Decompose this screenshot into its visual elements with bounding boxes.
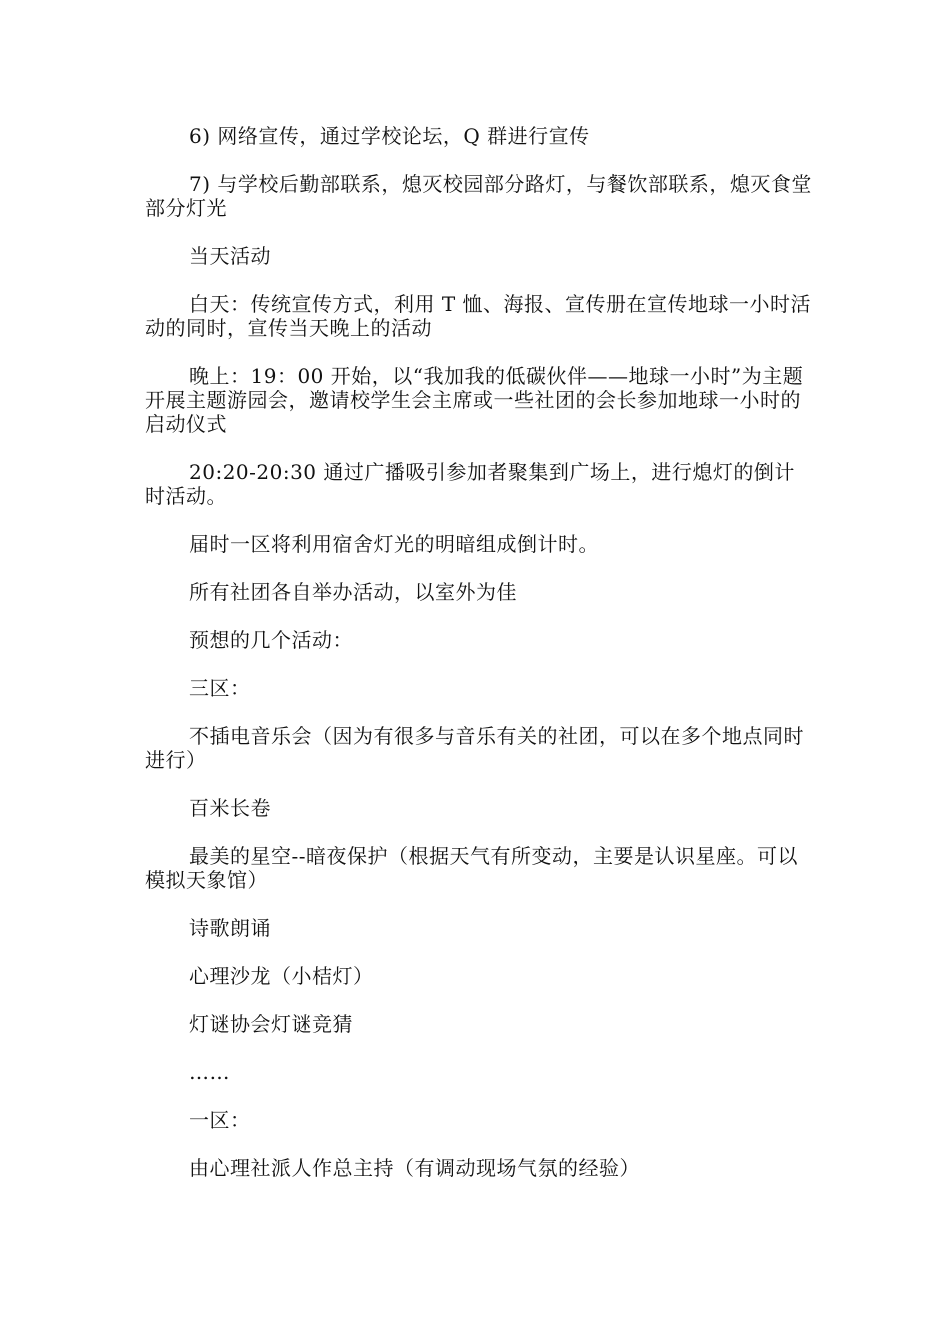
paragraph-long-scroll: 百米长卷 <box>189 796 271 820</box>
paragraph-online-promotion: 6) 网络宣传，通过学校论坛，Q 群进行宣传 <box>189 124 590 148</box>
paragraph-countdown: 20:20-20:30 通过广播吸引参加者聚集到广场上，进行熄灯的倒计时活动。 <box>145 460 795 508</box>
document-body <box>145 124 815 1204</box>
paragraph-host: 由心理社派人作总主持（有调动现场气氛的经验） <box>189 1156 640 1180</box>
paragraph-zone-three: 三区： <box>189 676 251 700</box>
paragraph-psych-salon: 心理沙龙（小桔灯） <box>189 964 374 988</box>
paragraph-lights-off-contact: 7) 与学校后勤部联系，熄灭校园部分路灯，与餐饮部联系，熄灭食堂部分灯光 <box>145 172 812 220</box>
paragraph-day-of-event: 当天活动 <box>189 244 271 268</box>
paragraph-unplugged-concert: 不插电音乐会（因为有很多与音乐有关的社团，可以在多个地点同时进行） <box>145 724 804 772</box>
paragraph-starry-sky: 最美的星空--暗夜保护（根据天气有所变动，主要是认识星座。可以模拟天象馆） <box>145 844 799 892</box>
paragraph-planned-activities: 预想的几个活动： <box>189 628 353 652</box>
paragraph-zone-one: 一区： <box>189 1108 251 1132</box>
paragraph-ellipsis: …… <box>189 1060 230 1084</box>
paragraph-evening: 晚上：19：00 开始，以“我加我的低碳伙伴——地球一小时”为主题开展主题游园会，邀请校学生会主席或一些社团的会长参加地球一小时的启动仪式 <box>145 364 804 436</box>
paragraph-dorm-lights: 届时一区将利用宿舍灯光的明暗组成倒计时。 <box>189 532 599 556</box>
paragraph-clubs: 所有社团各自举办活动，以室外为佳 <box>189 580 517 604</box>
paragraph-poetry: 诗歌朗诵 <box>189 916 271 940</box>
paragraph-lantern-riddles: 灯谜协会灯谜竞猜 <box>189 1012 353 1036</box>
paragraph-daytime: 白天：传统宣传方式，利用 T 恤、海报、宣传册在宣传地球一小时活动的同时，宣传当天晚上的活动 <box>145 292 812 340</box>
